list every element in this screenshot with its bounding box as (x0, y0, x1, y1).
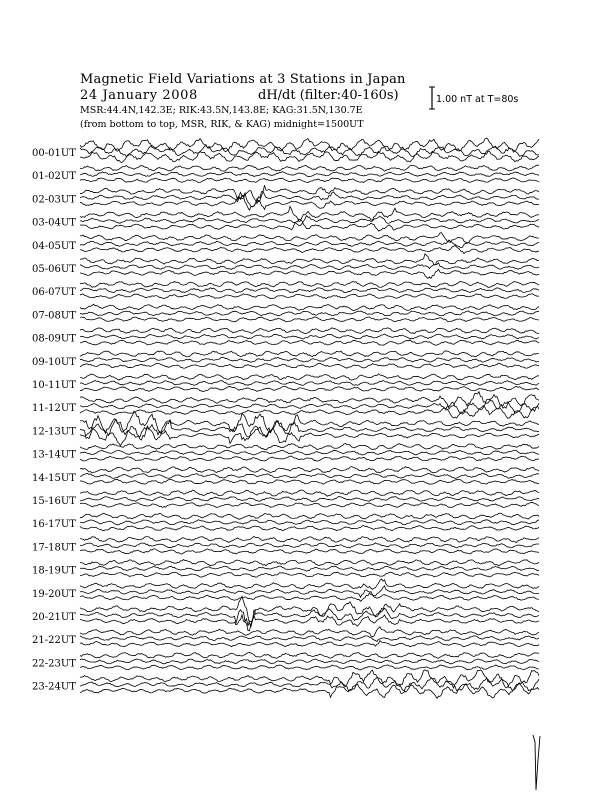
trace-kag (80, 304, 539, 310)
trace-msr (80, 386, 539, 391)
trace-msr (80, 549, 539, 554)
hour-label: 18-19UT (32, 565, 76, 577)
hour-label: 15-16UT (32, 496, 76, 507)
hour-label: 19-20UT (32, 588, 76, 600)
station-order-note: (from bottom to top, MSR, RIK, & KAG) midnight=1500UT (80, 119, 364, 130)
hour-label: 12-13UT (32, 426, 76, 438)
hour-label: 09-10UT (32, 356, 76, 368)
trace-rik (80, 473, 539, 478)
trace-kag (80, 627, 539, 637)
trace-kag (80, 467, 539, 473)
trace-rik (80, 586, 539, 597)
station-coordinates: MSR:44.4N,142.3E; RIK:43.5N,143.8E; KAG:31.5N,130.7E (80, 105, 363, 116)
spike-trace (533, 735, 540, 790)
trace-rik (80, 450, 539, 455)
trace-rik (80, 566, 539, 571)
trace-rik (80, 659, 539, 664)
trace-kag (80, 374, 539, 380)
trace-msr (80, 245, 539, 253)
hour-label: 00-01UT (32, 148, 76, 159)
chart-date: 24 January 2008 (80, 88, 198, 103)
trace-rik (80, 311, 539, 316)
chart-title: Magnetic Field Variations at 3 Stations in Japan (80, 72, 406, 87)
hour-label: 06-07UT (32, 287, 76, 299)
trace-msr (80, 593, 539, 601)
trace-kag (80, 282, 539, 288)
trace-kag (80, 560, 539, 566)
trace-msr (80, 192, 539, 210)
trace-rik (80, 263, 539, 270)
trace-kag (80, 670, 539, 688)
hour-label: 11-12UT (32, 403, 76, 415)
hour-label: 23-24UT (32, 681, 76, 693)
trace-msr (80, 641, 539, 647)
trace-kag (80, 185, 539, 203)
trace-rik (80, 381, 539, 386)
hour-label: 07-08UT (32, 310, 76, 322)
trace-msr (80, 340, 539, 345)
hour-label: 14-15UT (32, 472, 76, 484)
trace-msr (80, 665, 539, 670)
chart-quantity: dH/dt (filter:40-160s) (258, 88, 399, 103)
trace-msr (80, 406, 539, 419)
trace-kag (80, 411, 539, 435)
trace-msr (80, 363, 539, 368)
trace-rik (80, 357, 539, 362)
trace-kag (80, 490, 539, 496)
hour-label: 21-22UT (32, 635, 76, 647)
trace-msr (80, 456, 539, 461)
trace-kag (80, 351, 539, 357)
trace-rik (80, 608, 539, 626)
trace-msr (80, 317, 539, 322)
trace-kag (80, 513, 539, 519)
hour-label: 01-02UT (32, 171, 76, 183)
scale-label: 1.00 nT at T=80s (436, 94, 519, 105)
hour-label: 02-03UT (32, 194, 76, 206)
hour-label: 17-18UT (32, 542, 76, 554)
trace-msr (80, 294, 539, 299)
hour-label: 04-05UT (32, 240, 76, 252)
hour-label: 08-09UT (32, 333, 76, 345)
trace-kag (80, 328, 539, 334)
trace-rik (80, 145, 539, 156)
hour-label: 03-04UT (32, 217, 76, 229)
trace-msr (80, 479, 539, 484)
trace-kag (80, 138, 539, 152)
trace-msr (80, 572, 539, 577)
trace-kag (80, 596, 539, 626)
trace-kag (80, 233, 539, 243)
trace-rik (80, 240, 539, 248)
trace-msr (80, 526, 539, 531)
hour-label: 13-14UT (32, 449, 76, 461)
trace-rik (80, 334, 539, 339)
trace-kag (80, 254, 539, 265)
trace-rik (80, 636, 539, 642)
trace-kag (80, 165, 539, 171)
trace-rik (80, 172, 539, 177)
hour-label: 16-17UT (32, 519, 76, 531)
trace-msr (80, 219, 539, 231)
trace-rik (80, 496, 539, 501)
trace-rik (80, 288, 539, 293)
hour-label: 20-21UT (32, 612, 76, 623)
trace-msr (80, 502, 539, 507)
trace-kag (80, 392, 539, 409)
hour-label: 22-23UT (32, 658, 76, 670)
trace-msr (80, 683, 539, 698)
trace-msr (80, 615, 539, 631)
trace-kag (80, 444, 539, 450)
trace-kag (80, 579, 539, 589)
trace-msr (80, 269, 539, 278)
hour-label: 05-06UT (32, 264, 76, 275)
trace-kag (80, 536, 539, 542)
trace-rik (80, 543, 539, 548)
trace-kag (80, 652, 539, 658)
hour-label: 10-11UT (32, 380, 76, 391)
trace-msr (80, 178, 539, 183)
trace-rik (80, 520, 539, 525)
trace-rik (80, 216, 539, 226)
trace-rik (80, 399, 539, 414)
